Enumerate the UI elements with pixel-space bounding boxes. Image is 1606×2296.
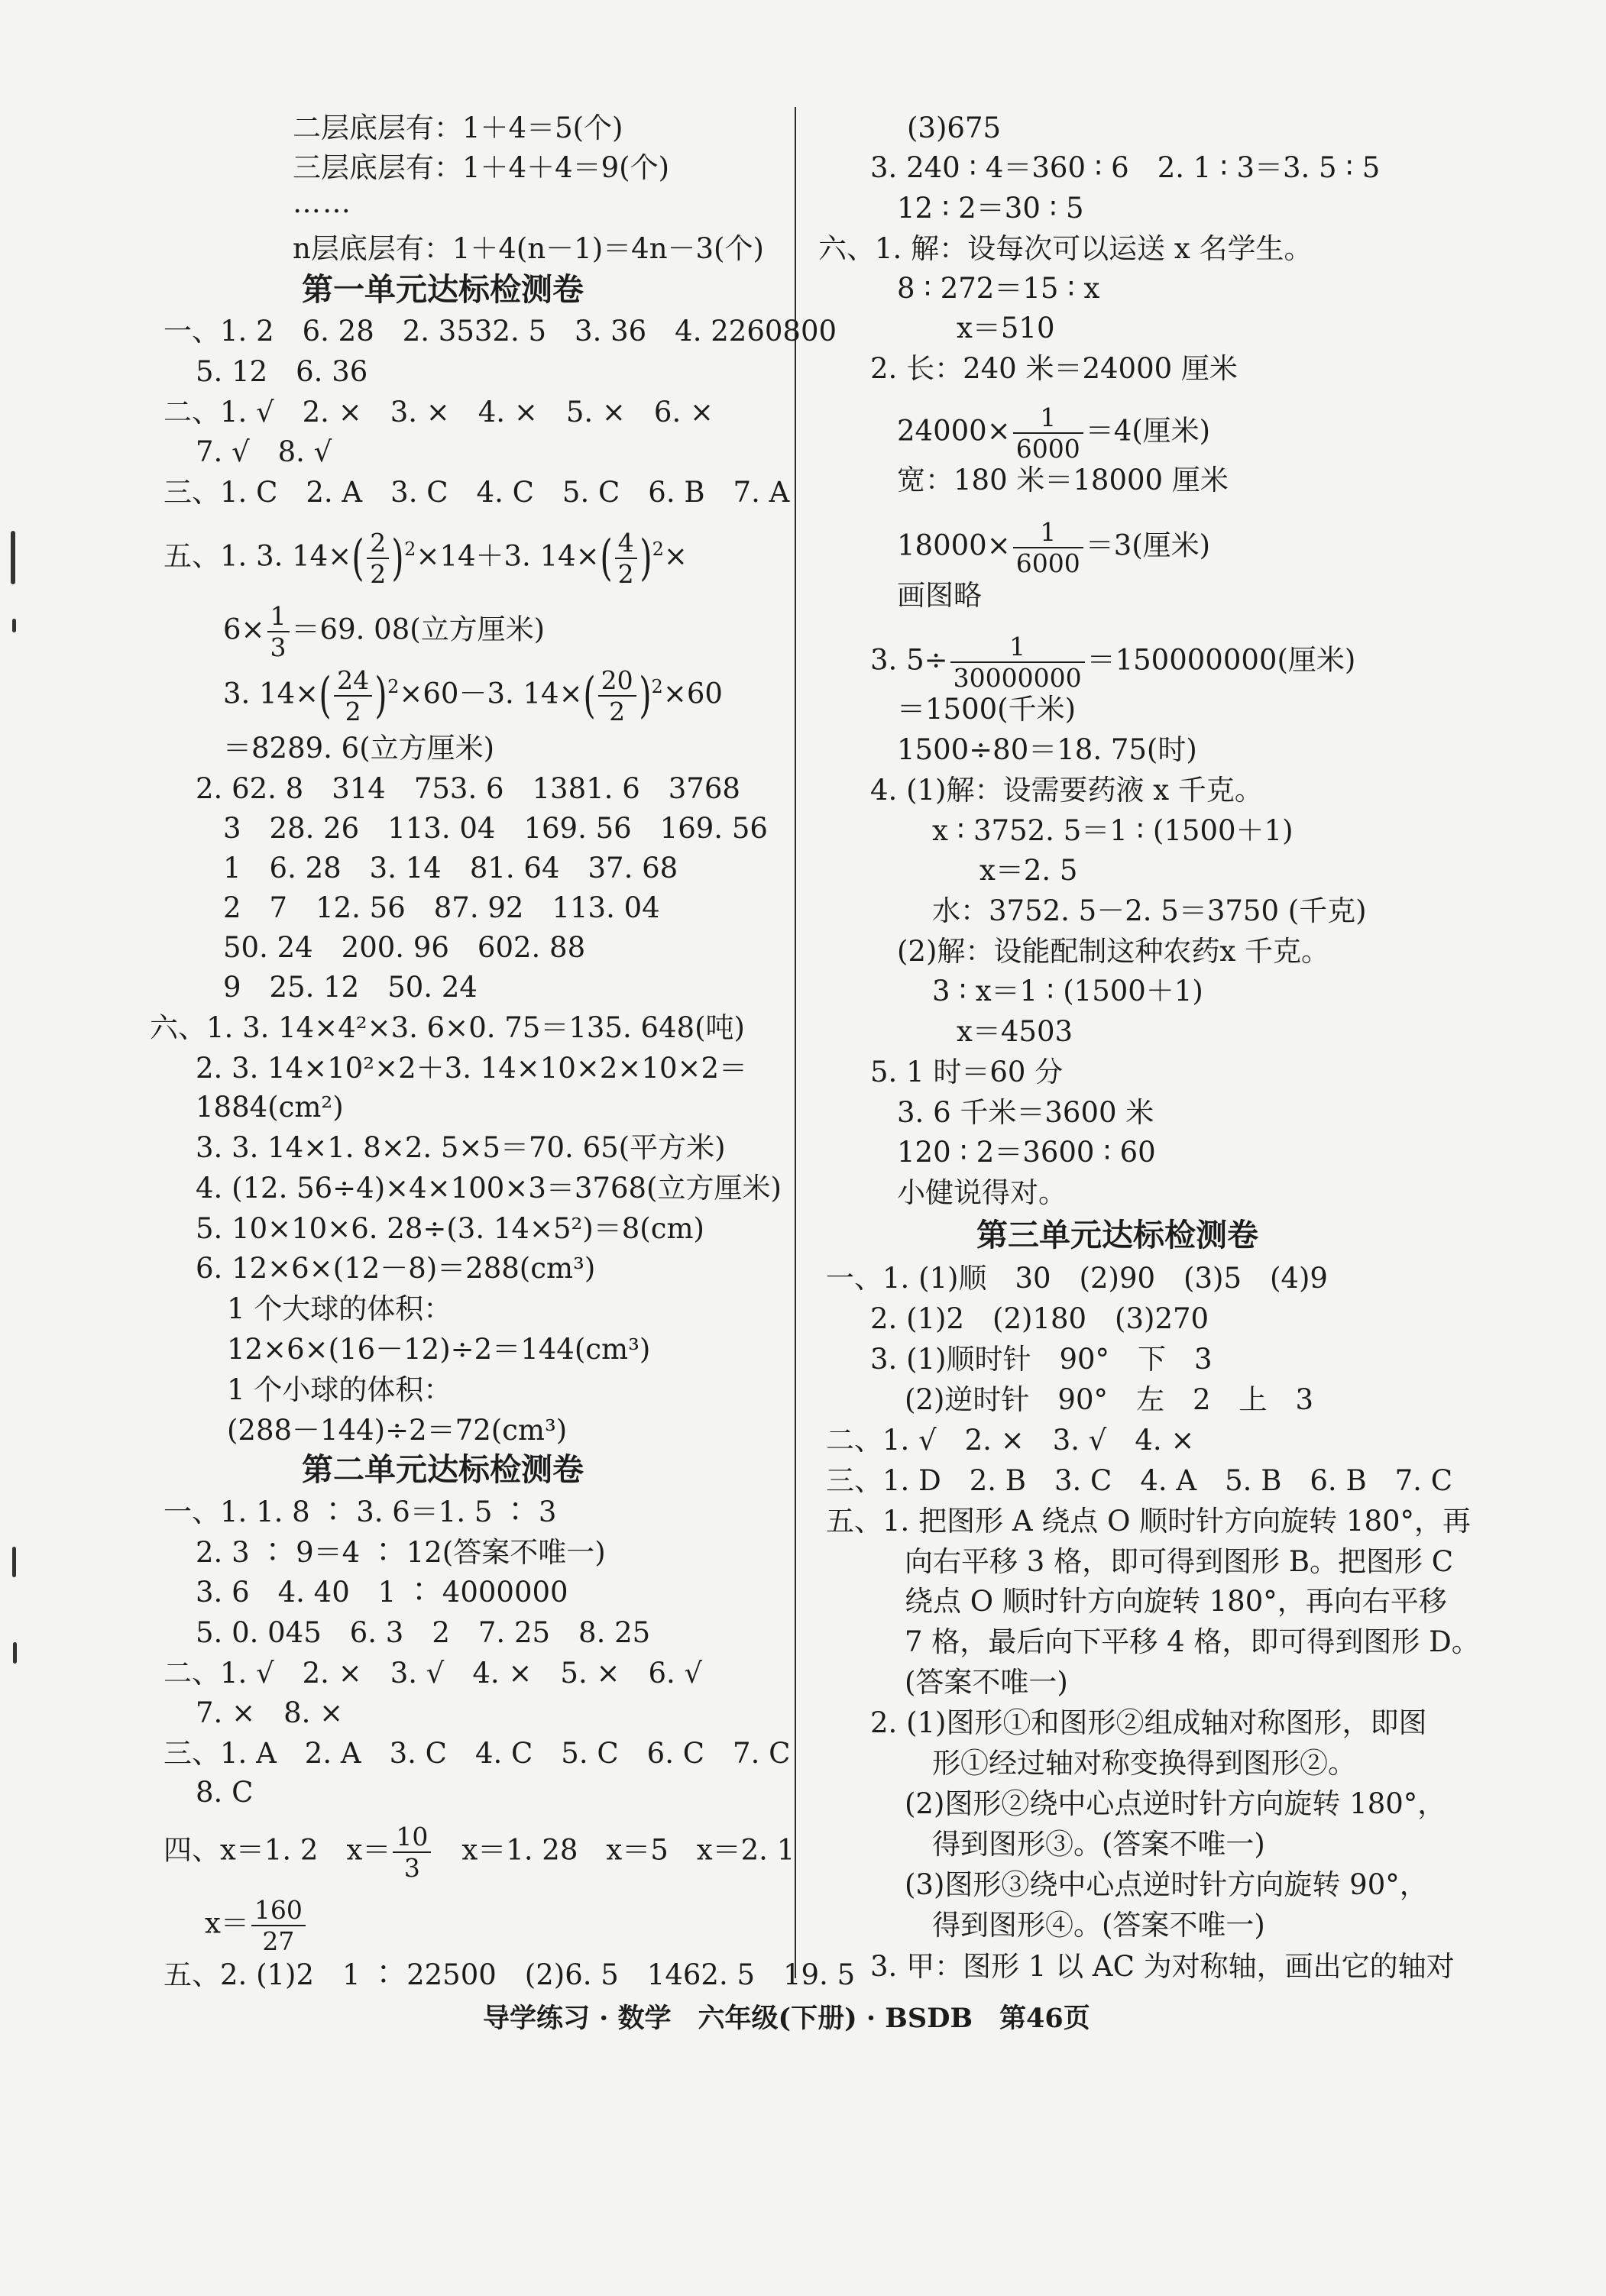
answer-line: 二、1. √ 2. × 3. √ 4. × 5. × 6. √ xyxy=(164,1657,703,1690)
answer-line: n层底层有：1＋4(n－1)＝4n－3(个) xyxy=(293,232,764,265)
answer-line: 9 25. 12 50. 24 xyxy=(223,971,478,1004)
answer-line: 二、1. √ 2. × 3. √ 4. × xyxy=(826,1424,1195,1457)
binding-mark xyxy=(12,1547,16,1577)
answer-line: 5. 1 时＝60 分 xyxy=(870,1056,1064,1088)
answer-line: 宽：180 米＝18000 厘米 xyxy=(897,464,1229,496)
answer-line: 6. 12×6×(12－8)＝288(cm³) xyxy=(196,1252,596,1285)
answer-line: 3 ∶ x＝1 ∶ (1500＋1) xyxy=(932,975,1203,1007)
fraction: $\frac{10}{3}$ xyxy=(393,1824,431,1880)
answer-line: 五、1. 把图形 A 绕点 O 顺时针方向旋转 180°，再 xyxy=(826,1505,1472,1538)
binding-mark xyxy=(11,531,15,584)
answer-line: 7 格，最后向下平移 4 格，即可得到图形 D。 xyxy=(905,1625,1480,1658)
answer-line: 得到图形③。(答案不唯一) xyxy=(932,1828,1265,1861)
answer-line: 2. 长：240 米＝24000 厘米 xyxy=(870,352,1238,385)
answer-line: 4. (1)解：设需要药液 x 千克。 xyxy=(870,774,1263,807)
formula-line: 18000× $\frac{1}{6000}$ ＝3(厘米) xyxy=(897,517,1211,578)
answer-line: 一、1. (1)顺 30 (2)90 (3)5 (4)9 xyxy=(826,1262,1328,1295)
formula-line: 五、1. 3. 14×( $\frac{2}{2}$ )$^2$×14＋3. 14×( $\frac{4}{2}$ )$^2$× xyxy=(164,528,688,589)
answer-line: (3)图形③绕中心点逆时针方向旋转 90°， xyxy=(905,1868,1428,1901)
formula-line: 6× $\frac{1}{3}$ ＝69. 08(立方厘米) xyxy=(223,601,546,662)
section-heading: 第一单元达标检测卷 xyxy=(302,271,584,308)
answer-line: 2. (1)图形①和图形②组成轴对称图形，即图 xyxy=(870,1706,1427,1739)
answer-line: 六、1. 解：设每次可以运送 x 名学生。 xyxy=(818,232,1313,265)
answer-line: 向右平移 3 格，即可得到图形 B。把图形 C xyxy=(905,1545,1454,1578)
answer-line: 二层底层有：1＋4＝5(个) xyxy=(293,112,623,144)
answer-line: 12 ∶ 2＝30 ∶ 5 xyxy=(897,192,1084,225)
formula-line: 3. 14×( $\frac{24}{2}$ )$^2$×60－3. 14×( $\frac{20}{2}$ )$^2$×60 xyxy=(223,665,723,726)
answer-line: 1500÷80＝18. 75(时) xyxy=(897,733,1197,766)
answer-line: 形①经过轴对称变换得到图形②。 xyxy=(932,1747,1356,1780)
answer-line: 3. 6 4. 40 1 ∶ 4000000 xyxy=(196,1576,568,1609)
answer-line: 2. 62. 8 314 753. 6 1381. 6 3768 xyxy=(196,772,740,805)
formula-line: 24000× $\frac{1}{6000}$ ＝4(厘米) xyxy=(897,403,1211,464)
answer-line: 1 6. 28 3. 14 81. 64 37. 68 xyxy=(223,852,678,884)
answer-line: x＝2. 5 xyxy=(979,854,1078,887)
fraction: $\frac{1}{6000}$ xyxy=(1013,519,1083,576)
answer-line: 2. 3. 14×10²×2＋3. 14×10×2×10×2＝ xyxy=(196,1052,748,1085)
answer-line: (2)图形②绕中心点逆时针方向旋转 180°， xyxy=(905,1787,1446,1820)
answer-line: 2 7 12. 56 87. 92 113. 04 xyxy=(223,891,660,924)
answer-line: 1884(cm²) xyxy=(196,1091,344,1124)
answer-line: x＝510 xyxy=(957,312,1055,344)
fraction: $\frac{20}{2}$ xyxy=(598,668,636,724)
answer-line: 三、1. A 2. A 3. C 4. C 5. C 6. C 7. C xyxy=(164,1737,791,1770)
answer-line: 3. 240 ∶ 4＝360 ∶ 6 2. 1 ∶ 3＝3. 5 ∶ 5 xyxy=(870,151,1381,184)
answer-line: ＝8289. 6(立方厘米) xyxy=(223,732,495,765)
answer-line: 12×6×(16－12)÷2＝144(cm³) xyxy=(227,1333,651,1366)
fraction: $\frac{1}{30000000}$ xyxy=(950,634,1085,690)
binding-mark xyxy=(13,1642,17,1664)
formula-line: x＝ $\frac{160}{27}$ xyxy=(205,1897,308,1954)
answer-line: 2. 3 ∶ 9＝4 ∶ 12(答案不唯一) xyxy=(196,1536,606,1569)
answer-line: 8 ∶ 272＝15 ∶ x xyxy=(897,272,1100,305)
answer-line: (答案不唯一) xyxy=(905,1666,1068,1699)
answer-line: 小健说得对。 xyxy=(897,1176,1067,1209)
answer-line: (2)解：设能配制这种农药x 千克。 xyxy=(897,935,1330,968)
answer-line: 三、1. D 2. B 3. C 4. A 5. B 6. B 7. C xyxy=(826,1464,1453,1497)
fraction: $\frac{1}{6000}$ xyxy=(1013,405,1083,461)
section-heading: 第二单元达标检测卷 xyxy=(302,1451,584,1488)
section-heading: 第三单元达标检测卷 xyxy=(976,1217,1258,1253)
fraction: $\frac{2}{2}$ xyxy=(367,530,389,587)
answer-line: 5. 12 6. 36 xyxy=(196,355,368,388)
answer-line: 5. 10×10×6. 28÷(3. 14×5²)＝8(cm) xyxy=(196,1212,704,1245)
answer-line: 一、1. 1. 8 ∶ 3. 6＝1. 5 ∶ 3 xyxy=(164,1496,557,1528)
answer-line: 2. (1)2 (2)180 (3)270 xyxy=(870,1302,1209,1335)
ellipsis: …… xyxy=(293,186,352,219)
answer-line: 3. 6 千米＝3600 米 xyxy=(897,1096,1154,1129)
column-divider xyxy=(795,107,796,1978)
answer-line: 绕点 O 顺时针方向旋转 180°，再向右平移 xyxy=(905,1585,1447,1618)
answer-line: x ∶ 3752. 5＝1 ∶ (1500＋1) xyxy=(932,814,1294,847)
answer-line: 4. (12. 56÷4)×4×100×3＝3768(立方厘米) xyxy=(196,1172,782,1205)
answer-line: 120 ∶ 2＝3600 ∶ 60 xyxy=(897,1136,1156,1169)
answer-line: 三、1. C 2. A 3. C 4. C 5. C 6. B 7. A xyxy=(164,476,790,509)
answer-line: 1 个大球的体积： xyxy=(227,1292,452,1325)
answer-line: 水：3752. 5－2. 5＝3750 (千克) xyxy=(932,894,1367,927)
formula-line: 3. 5÷ $\frac{1}{30000000}$ ＝150000000(厘米) xyxy=(870,632,1356,693)
page-footer: 导学练习 · 数学 六年级(下册) · BSDB 第46页 xyxy=(483,2003,1090,2034)
fraction: $\frac{1}{3}$ xyxy=(267,603,290,660)
answer-line: 3. 3. 14×1. 8×2. 5×5＝70. 65(平方米) xyxy=(196,1131,726,1164)
binding-mark xyxy=(12,619,16,632)
answer-line: 1 个小球的体积： xyxy=(227,1373,452,1406)
answer-line: (288－144)÷2＝72(cm³) xyxy=(227,1414,568,1447)
answer-line: 3 28. 26 113. 04 169. 56 169. 56 xyxy=(223,812,768,845)
answer-line: 二、1. √ 2. × 3. × 4. × 5. × 6. × xyxy=(164,396,714,428)
answer-line: 8. C xyxy=(196,1776,254,1809)
answer-line: (2)逆时针 90° 左 2 上 3 xyxy=(905,1383,1314,1416)
formula-line: 四、x＝1. 2 x＝ $\frac{10}{3}$ x＝1. 28 x＝5 x＝2. 1 xyxy=(164,1822,795,1883)
answer-line: 7. √ 8. √ xyxy=(196,435,332,468)
answer-line: 3. 甲：图形 1 以 AC 为对称轴，画出它的轴对 xyxy=(870,1950,1455,1983)
answer-line: 得到图形④。(答案不唯一) xyxy=(932,1909,1265,1942)
answer-line: 5. 0. 045 6. 3 2 7. 25 8. 25 xyxy=(196,1616,651,1649)
answer-line: 50. 24 200. 96 602. 88 xyxy=(223,931,586,964)
fraction: $\frac{24}{2}$ xyxy=(334,668,372,724)
answer-line: 一、1. 2 6. 28 2. 3532. 5 3. 36 4. 2260800 xyxy=(164,315,837,348)
answer-line: x＝4503 xyxy=(957,1015,1073,1048)
fraction: $\frac{160}{27}$ xyxy=(251,1897,306,1954)
answer-line: 三层底层有：1＋4＋4＝9(个) xyxy=(293,151,670,184)
answer-line: 3. (1)顺时针 90° 下 3 xyxy=(870,1343,1213,1376)
answer-line: 五、2. (1)2 1 ∶ 22500 (2)6. 5 1462. 5 19. 5 xyxy=(164,1958,856,1991)
answer-line: (3)675 xyxy=(907,112,1002,144)
answer-line: ＝1500(千米) xyxy=(897,693,1077,726)
answer-line: 画图略 xyxy=(897,579,982,612)
answer-line: 六、1. 3. 14×4²×3. 6×0. 75＝135. 648(吨) xyxy=(150,1011,745,1044)
fraction: $\frac{4}{2}$ xyxy=(615,530,637,587)
answer-line: 7. × 8. × xyxy=(196,1696,344,1729)
